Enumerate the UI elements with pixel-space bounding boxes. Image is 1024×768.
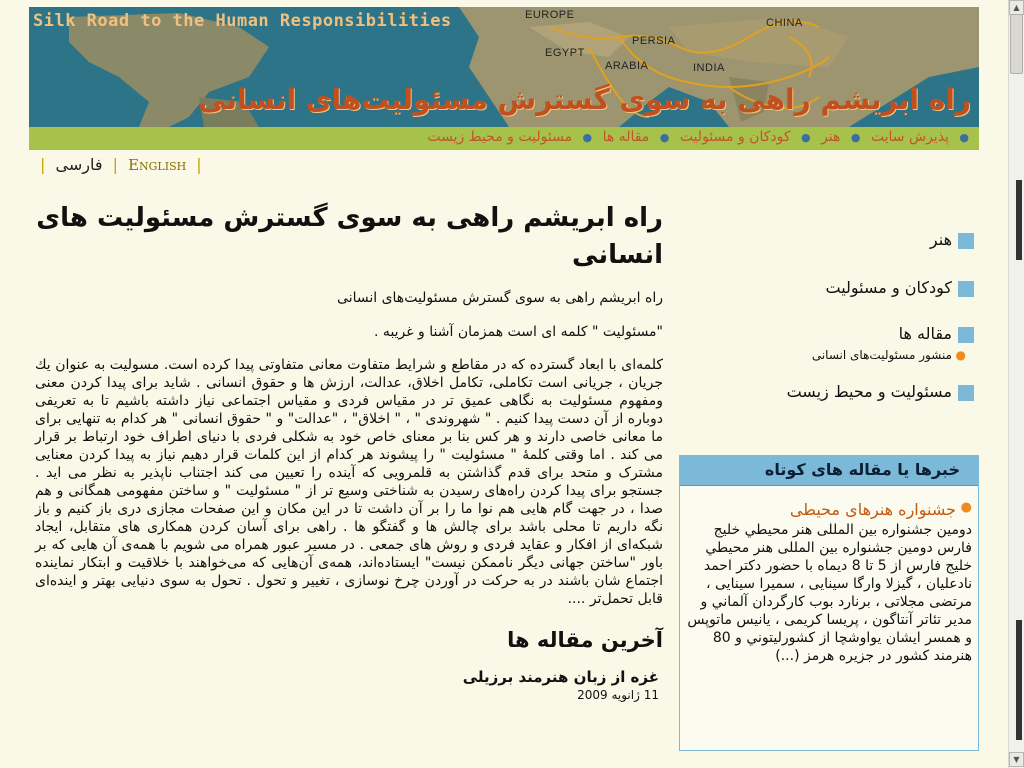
news-item-link[interactable] bbox=[686, 500, 972, 519]
map-label-egypt: EGYPT bbox=[545, 47, 585, 59]
site-title-english: Silk Road to the Human Responsibilities bbox=[33, 11, 452, 31]
page-margin-left bbox=[0, 0, 29, 768]
main-content bbox=[35, 200, 663, 702]
article-body: کلمه‌ای با ابعاد گسترده که در مقاطع و شرایط متفاوت معانی متفاوتی پیدا کرده است. مسولیت به عنوان یك جریان ، جریانی است تكاملی، تکامل اخلاق، عدالت، ارزش ها و حقوق انسانی . شاید برای پیدا کردن معنی ومفهوم مسئولیت به نگاهی عمیق تر در مقیاس فردی و مقیاس اجتماعی نیاز داشته باشیم تا به تعریفی دوباره از آن دست پیدا کنیم . " شهروندی " ، " اخلاق" ، "عدالت" و " حقوق انسانی " هر کدام به تنهایی برای ما معانی خاصی دارند و هر کس بنا بر معنای خاص خود به شکلی فردی با دنیای اطراف خود ارتباط بر قرار می کند . اما وقتی کلمهٔ " مسئولیت " را پیشوند هر کدام از این کلمات قرار دهیم نیاز به پیدا کردن معنایی مشترک و متحد برای قدم گذاشتن به قلمرویی که آینده را تعیین می کند اجتناب ناپذیر به نظر می اید . جستجو برای پیدا کردن راه‌های رسیدن به شناختی وسیع تر از " مسئولیت " و ساختن مفهومی همگانی و هم صدا ، در جهت گام هایی هم نوا ما را بر آن داشت تا در این مکان و این صفحات مجازی دری باز کنیم و باز نگه داریم تا محلی باشد برای چالش ها و گفتگو ها . راهی برای آسان کردن همکاری های متقابل، ایجاد شبکه‌ای از افکار و عقاید فردی و روش های جمعی . در مسیر عبور همراه می شویم با همه‌ی آن هایی که بر باور "ساختن جهانی دیگر ناممکن نیست" ایستاده‌اند، همه‌ی آن‌هایی که می‌خواهند با خلاقیت و ابتکار نماینده اجتماع شان باشند در به حرکت در آوردن چرخ نوسازی ، تغییر و تحول . تحول به سوی دنیایی بهتر و اینده‌ای قابل تحمل‌تر .... bbox=[35, 357, 663, 607]
sidebar-item-environment[interactable] bbox=[729, 382, 974, 406]
sidebar-item-label: کودکان و مسئولیت bbox=[825, 278, 952, 297]
square-bullet-icon bbox=[958, 327, 974, 343]
latest-articles-heading: آخرین مقاله ها bbox=[507, 628, 663, 652]
lang-separator: | bbox=[112, 155, 118, 174]
lang-separator: | bbox=[40, 155, 46, 174]
lang-separator: | bbox=[196, 155, 202, 174]
window-edge-marker bbox=[1016, 180, 1022, 260]
news-heading: خبرها یا مقاله های کوتاه bbox=[680, 456, 978, 486]
sidebar-item-label: مقاله ها bbox=[898, 324, 952, 343]
nav-bullet-icon: ● bbox=[582, 131, 593, 144]
nav-bullet-icon: ● bbox=[800, 131, 811, 144]
map-label-arabia: ARABIA bbox=[605, 60, 649, 72]
sidebar-subitem-label: منشور مسئولیت‌های انسانی bbox=[811, 348, 952, 362]
header-banner[interactable] bbox=[29, 7, 979, 127]
latest-article-date: 11 ژانویه 2009 bbox=[577, 688, 659, 702]
map-label-europe: EUROPE bbox=[525, 9, 575, 21]
nav-bullet-icon: ● bbox=[850, 131, 861, 144]
sidebar-item-art[interactable] bbox=[729, 230, 974, 254]
scroll-up-arrow-icon[interactable]: ▲ bbox=[1009, 0, 1024, 15]
news-box bbox=[679, 455, 979, 751]
window-edge-marker bbox=[1016, 620, 1022, 740]
nav-bullet-icon: ● bbox=[659, 131, 670, 144]
scroll-down-arrow-icon[interactable]: ▼ bbox=[1009, 752, 1024, 767]
sidebar-item-label: هنر bbox=[929, 230, 952, 249]
square-bullet-icon bbox=[958, 385, 974, 401]
news-item-text: دومین جشنواره بین المللی هنر محیطي خلیج فارس دومین جشنواره بین المللی هنر محیطي خلیج فارس از 5 تا 8 دیماه با حضور دکتر احمد نادعلیان ، گیزلا وارگا سینایی ، سمیرا سینایی ، مرتضی مجلاتی ، برنارد بوب کارگردان آلماني و مدير تئاتر آنتاگون ، پریسا کریمی ، یانیس ماتوپس و همسر ایشان یواوشچا از کشورليتوني و 80 هنرمند کشور در جزیره هرمز (...) bbox=[687, 522, 972, 664]
square-bullet-icon bbox=[958, 233, 974, 249]
sidebar-subitem-charter[interactable] bbox=[729, 348, 974, 362]
square-bullet-icon bbox=[958, 281, 974, 297]
latest-article-link[interactable]: غزه از زبان هنرمند برزیلی bbox=[462, 668, 659, 686]
sidebar-menu bbox=[729, 230, 974, 406]
nav-item-articles[interactable]: مقاله ها bbox=[602, 129, 650, 145]
nav-item-environment[interactable]: مسئولیت و محیط زیست bbox=[427, 129, 573, 145]
sidebar-item-articles[interactable] bbox=[729, 324, 974, 348]
map-label-china: CHINA bbox=[766, 17, 803, 29]
page-container bbox=[29, 0, 979, 768]
language-switcher bbox=[35, 155, 207, 174]
nav-bullet-icon: ● bbox=[959, 131, 969, 144]
news-item-title: جشنواره هنرهای محیطی bbox=[789, 500, 956, 519]
nav-item-site-intro[interactable]: پذیرش سایت bbox=[870, 129, 949, 145]
scroll-thumb[interactable] bbox=[1010, 14, 1023, 74]
nav-item-art[interactable]: هنر bbox=[821, 129, 841, 145]
bullet-icon: ● bbox=[960, 500, 972, 515]
sidebar-item-label: مسئولیت و محیط زیست bbox=[786, 382, 952, 401]
bullet-icon: ● bbox=[955, 348, 966, 362]
map-label-india: INDIA bbox=[693, 62, 725, 74]
lang-farsi[interactable]: فارسی bbox=[55, 155, 103, 174]
lang-english[interactable]: English bbox=[128, 156, 187, 174]
top-navigation bbox=[29, 127, 979, 150]
page-margin-right bbox=[979, 0, 1008, 768]
page-title: راه ابریشم راهی به سوی گسترش مسئولیت های انسانی bbox=[36, 203, 663, 270]
intro-text: راه ابریشم راهی به سوی گسترش مسئولیت‌های انسانی bbox=[337, 290, 663, 306]
site-title-persian[interactable]: راه ابریشم راهی به سوی گسترش مسئولیت‌های انسانی bbox=[198, 83, 971, 116]
map-label-persia: PERSIA bbox=[632, 35, 676, 47]
quote-text: "مسئولیت " کلمه ای است همزمان آشنا و غریبه . bbox=[374, 324, 663, 340]
news-body bbox=[680, 486, 978, 665]
sidebar-item-children[interactable] bbox=[729, 278, 974, 302]
nav-item-children[interactable]: کودکان و مسئولیت bbox=[679, 129, 791, 145]
